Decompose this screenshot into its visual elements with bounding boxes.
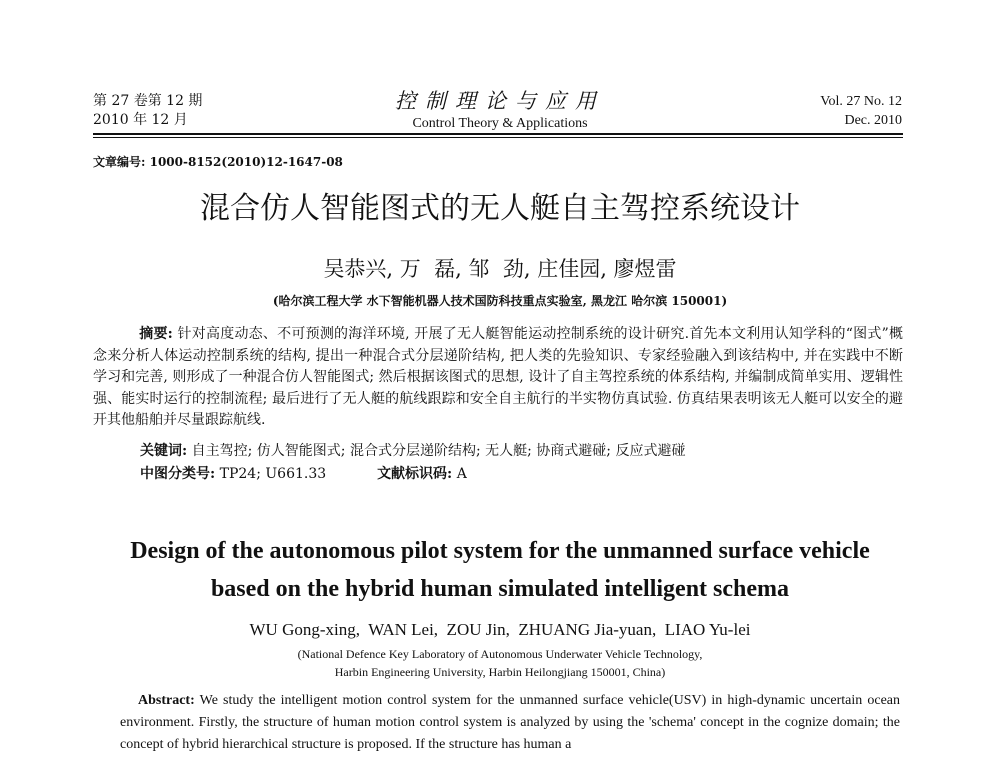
journal-name-cn: 控制理论与应用 (395, 89, 605, 113)
abstract-cn (93, 324, 903, 432)
doc-code-label: 文献标识码: (377, 466, 453, 482)
abstract-cn-text: 针对高度动态、不可预测的海洋环境, 开展了无人艇智能运动控制系统的设计研究.首先本文利用认知学科的“图式”概念来分析人体运动控制系统的结构, 提出一种混合式分层递阶结构, 把人类的先验知识、专家经验融入到该结构中, 并在实践中不断学习和完善, 则形成了一种混合仿人智能图式; 然后根据该图式的思想, 设计了自主驾控系统的体系结构, 并编制成简单实用、逻辑性强、能实时运行的控制流程; 最后进行了无人艇的航线跟踪和安全自主航行的半实物仿真试验. 仿真结果表明该无人艇可以安全的避开其他船舶并尽量跟踪航线. (93, 326, 904, 428)
abstract-en-text: We study the intelligent motion control system for the unmanned surface vehicle(USV) in high-dynamic uncertain ocean environment. Firstly, the structure of human motion control system is analyzed by using the 'schema' concept in the cognize domain; the concept of hybrid hierarchical structure is proposed. If the structure has human a (120, 693, 900, 752)
authors-en: WU Gong-xing, WAN Lei, ZOU Jin, ZHUANG Jia-yuan, LIAO Yu-lei (249, 620, 751, 639)
date-cn: 2010 年 12 月 (93, 112, 188, 128)
article-number: 文章编号: 1000-8152(2010)12-1647-08 (93, 155, 343, 169)
running-header-left (93, 92, 202, 130)
abstract-en (120, 690, 900, 756)
paper-title-en-line2: based on the hybrid human simulated intelligent schema (210, 576, 790, 602)
affiliation-en-line1: (National Defence Key Laboratory of Autonomous Underwater Vehicle Technology, (297, 647, 703, 661)
keywords-cn-label: 关键词: (140, 443, 188, 459)
classification-line (140, 464, 467, 484)
volume-issue-en: Vol. 27 No. 12 (820, 94, 902, 109)
volume-issue-cn: 第 27 卷第 12 期 (93, 93, 203, 109)
paper-title-en (0, 532, 1000, 608)
paper-title-cn: 混合仿人智能图式的无人艇自主驾控系统设计 (200, 191, 800, 226)
running-header-right (820, 92, 902, 130)
journal-name-en: Control Theory & Applications (412, 116, 588, 131)
abstract-cn-label: 摘要: (139, 326, 173, 342)
abstract-en-label: Abstract: (138, 693, 195, 708)
affiliation-cn: (哈尔滨工程大学 水下智能机器人技术国防科技重点实验室, 黑龙江 哈尔滨 150001) (272, 294, 728, 308)
date-en: Dec. 2010 (844, 113, 902, 128)
header-rule-thin (93, 137, 903, 138)
header-rule-thick (93, 133, 903, 135)
paper-title-en-line1: Design of the autonomous pilot system for the unmanned surface vehicle (130, 538, 870, 564)
clc-label: 中图分类号: (140, 466, 216, 482)
authors-cn: 吴恭兴, 万 磊, 邹 劲, 庄佳园, 廖煜雷 (323, 257, 677, 281)
doc-code-value: A (456, 466, 467, 482)
affiliation-en-line2: Harbin Engineering University, Harbin Heilongjiang 150001, China) (334, 665, 666, 679)
affiliation-en (0, 645, 1000, 681)
keywords-cn (140, 441, 685, 461)
keywords-cn-text: 自主驾控; 仿人智能图式; 混合式分层递阶结构; 无人艇; 协商式避碰; 反应式避碰 (191, 443, 686, 459)
running-header-center (340, 88, 660, 134)
clc-value: TP24; U661.33 (219, 466, 327, 482)
